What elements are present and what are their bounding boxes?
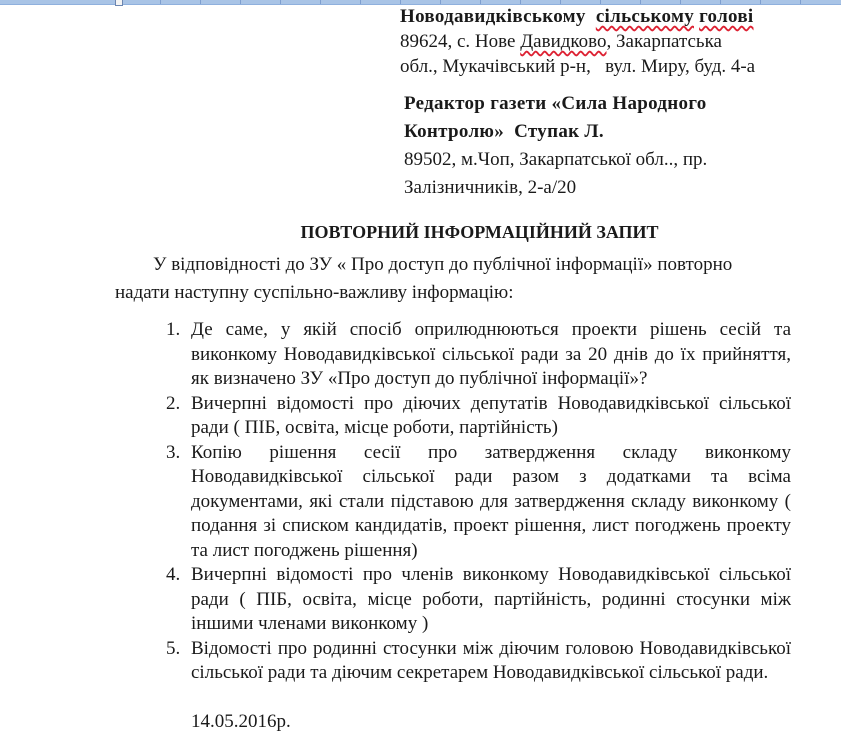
ruler-tick bbox=[160, 0, 161, 4]
request-number: 2. bbox=[166, 392, 181, 414]
recipient-2-address-line-1: 89502, м.Чоп, Закарпатської обл.., пр. bbox=[404, 149, 708, 170]
request-list bbox=[160, 318, 791, 686]
recipient-1-address-line-2: обл., Мукачівський р-н, вул. Миру, буд. 4-а bbox=[400, 56, 756, 77]
recipient-2-address-line-2: Залізничників, 2-а/20 bbox=[404, 177, 577, 198]
request-number: 1. bbox=[166, 319, 181, 340]
document-title: ПОВТОРНИЙ ІНФОРМАЦІЙНИЙ ЗАПИТ bbox=[300, 222, 659, 242]
address-text: , Закарпатська bbox=[606, 31, 722, 52]
recipient-1-address-line-1 bbox=[400, 29, 755, 54]
intro-line-2: надати наступну суспільно-важливу інформацію: bbox=[115, 282, 514, 303]
request-text: Копію рішення сесії про затвердження складу виконкому Новодавидківської сільської ради разом з додатками та всіма документами, які стали підставою для затвердження складу виконкому ( подання зі списком кандидатів, проект рішення, лист погоджень проекту та лист погоджень рішення) bbox=[191, 441, 791, 561]
address-text: Давидково bbox=[520, 31, 607, 52]
recipient-2-title-line-2: Контролю» Ступак Л. bbox=[404, 121, 604, 142]
request-text: Відомості про родинні стосунки між діючим головою Новодавидківської сільської ради та діючим секретарем Новодавидківської сільської ради. bbox=[191, 637, 791, 683]
recipient-newspaper-editor bbox=[404, 90, 707, 202]
ruler-tick bbox=[240, 0, 241, 4]
recipient-1-name-part: сільському bbox=[595, 6, 694, 27]
request-number: 3. bbox=[166, 441, 181, 463]
indent-marker[interactable] bbox=[115, 0, 123, 6]
ruler-tick bbox=[280, 0, 281, 4]
request-item bbox=[160, 637, 791, 686]
recipient-2-title-line-1: Редактор газети «Сила Народного bbox=[404, 93, 707, 114]
recipient-1-name-part: голові bbox=[699, 6, 754, 27]
request-text: Де саме, у якій спосіб оприлюднюються проекти рішень сесій та виконкому Новодавидківської сільської ради за 20 днів до їх прийняття, як визначено ЗУ «Про доступ до публічної інформації»? bbox=[191, 319, 791, 389]
request-item bbox=[160, 441, 791, 564]
request-item bbox=[160, 392, 791, 441]
request-text: Вичерпні відомості про членів виконкому Новодавидківської сільської ради ( ПІБ, освіта, місце роботи, партійність, родинні стосунки між іншими членами виконкому ) bbox=[191, 564, 791, 634]
ruler-tick bbox=[800, 0, 801, 4]
request-item bbox=[160, 563, 791, 637]
request-text: Вичерпні відомості про діючих депутатів Новодавидківської сільської ради ( ПІБ, освіта, місце роботи, партійність) bbox=[191, 392, 791, 438]
address-text: 89624, с. Нове bbox=[400, 31, 521, 52]
request-number: 5. bbox=[166, 637, 181, 659]
document-date: 14.05.2016р. bbox=[191, 711, 291, 732]
request-number: 4. bbox=[166, 564, 181, 585]
recipient-1-name-part: Новодавидківському bbox=[400, 6, 586, 27]
recipient-1-name bbox=[400, 4, 755, 29]
intro-paragraph bbox=[115, 251, 791, 307]
ruler-tick bbox=[200, 0, 201, 4]
ruler-tick bbox=[360, 0, 361, 4]
intro-line-1: У відповідності до ЗУ « Про доступ до публічної інформації» повторно bbox=[153, 254, 733, 275]
request-item bbox=[160, 318, 791, 392]
ruler-tick bbox=[320, 0, 321, 4]
recipient-village-head bbox=[400, 4, 755, 79]
ruler-tick bbox=[760, 0, 761, 4]
